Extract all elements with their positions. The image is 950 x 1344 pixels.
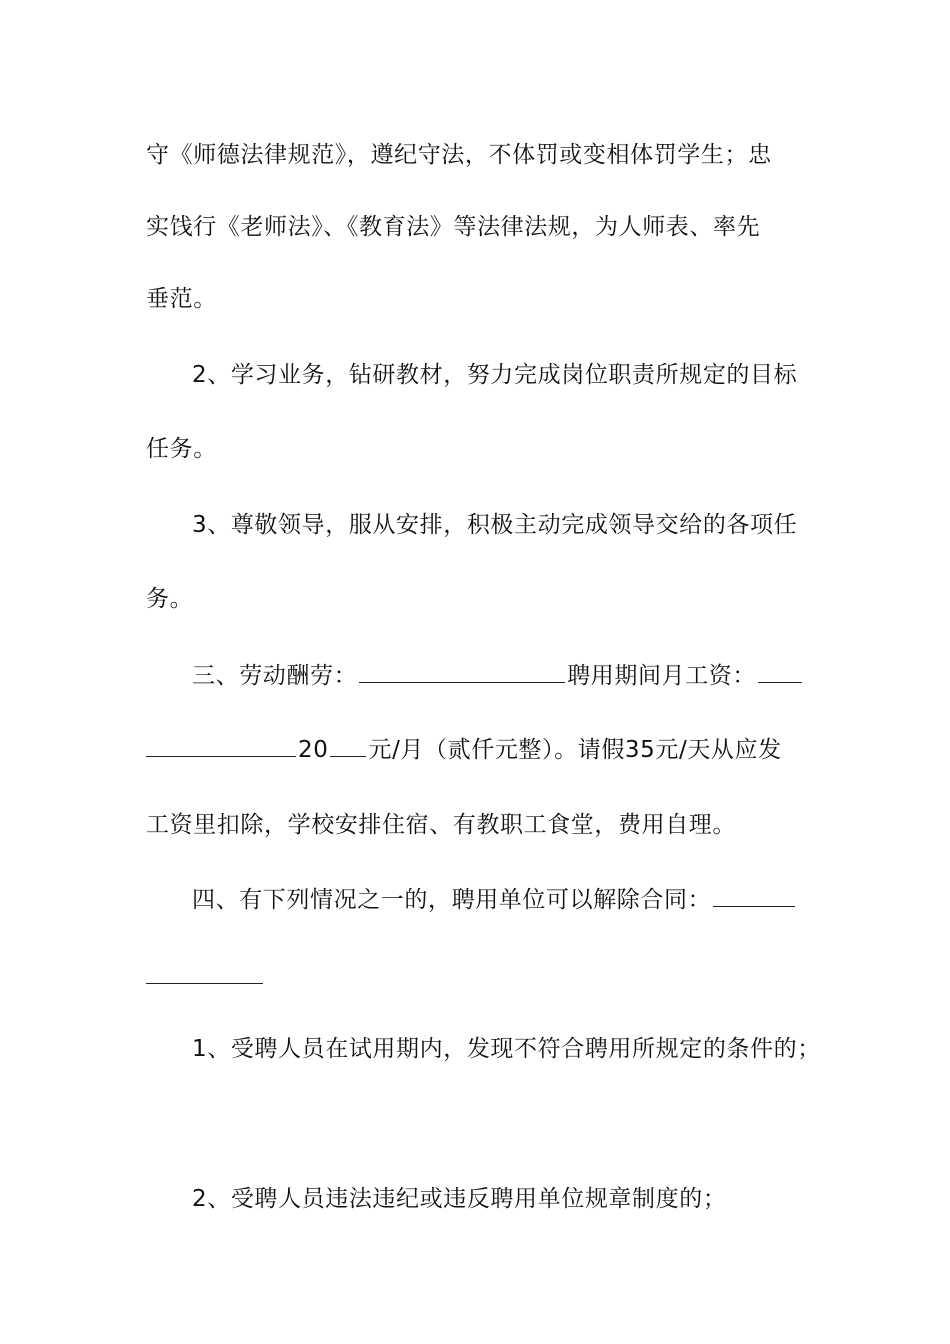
clause-2-line: 2、学习业务，钻研教材，努力完成岗位职责所规定的目标 (192, 362, 798, 388)
fill-in-blank (146, 983, 263, 984)
paragraph-line: 垂范。 (146, 286, 217, 312)
section-3-heading: 三、劳动酬劳： (192, 663, 358, 689)
salary-amount: 20 (298, 737, 329, 763)
termination-clause-1: 1、受聘人员在试用期内，发现不符合聘用所规定的条件的； (192, 1036, 821, 1062)
section-3-line (192, 660, 804, 691)
paragraph-line: 任务。 (146, 436, 217, 462)
salary-detail: 元/月（贰仟元整）。请假35元/天从应发 (368, 737, 782, 763)
fill-in-blank (758, 660, 802, 683)
paragraph-line: 守《师德法律规范》，遵纪守法，不体罚或变相体罚学生；忠 (146, 142, 772, 168)
fill-in-blank (359, 660, 565, 683)
clause-3-line: 3、尊敬领导，服从安排，积极主动完成领导交给的各项任 (192, 512, 798, 538)
paragraph-line: 工资里扣除，学校安排住宿、有教职工食堂，费用自理。 (146, 812, 736, 838)
monthly-salary-label: 聘用期间月工资： (567, 663, 757, 689)
salary-line (146, 734, 782, 765)
termination-clause-2: 2、受聘人员违法违纪或违反聘用单位规章制度的； (192, 1186, 727, 1212)
paragraph-line: 务。 (146, 586, 194, 612)
section-4-line (192, 884, 797, 915)
fill-in-blank (146, 734, 296, 757)
fill-in-blank (713, 884, 795, 907)
paragraph-line: 实饯行《老师法》、《教育法》等法律法规，为人师表、率先 (146, 214, 761, 240)
section-4-heading: 四、有下列情况之一的，聘用单位可以解除合同： (192, 887, 712, 913)
fill-in-blank (330, 734, 366, 757)
